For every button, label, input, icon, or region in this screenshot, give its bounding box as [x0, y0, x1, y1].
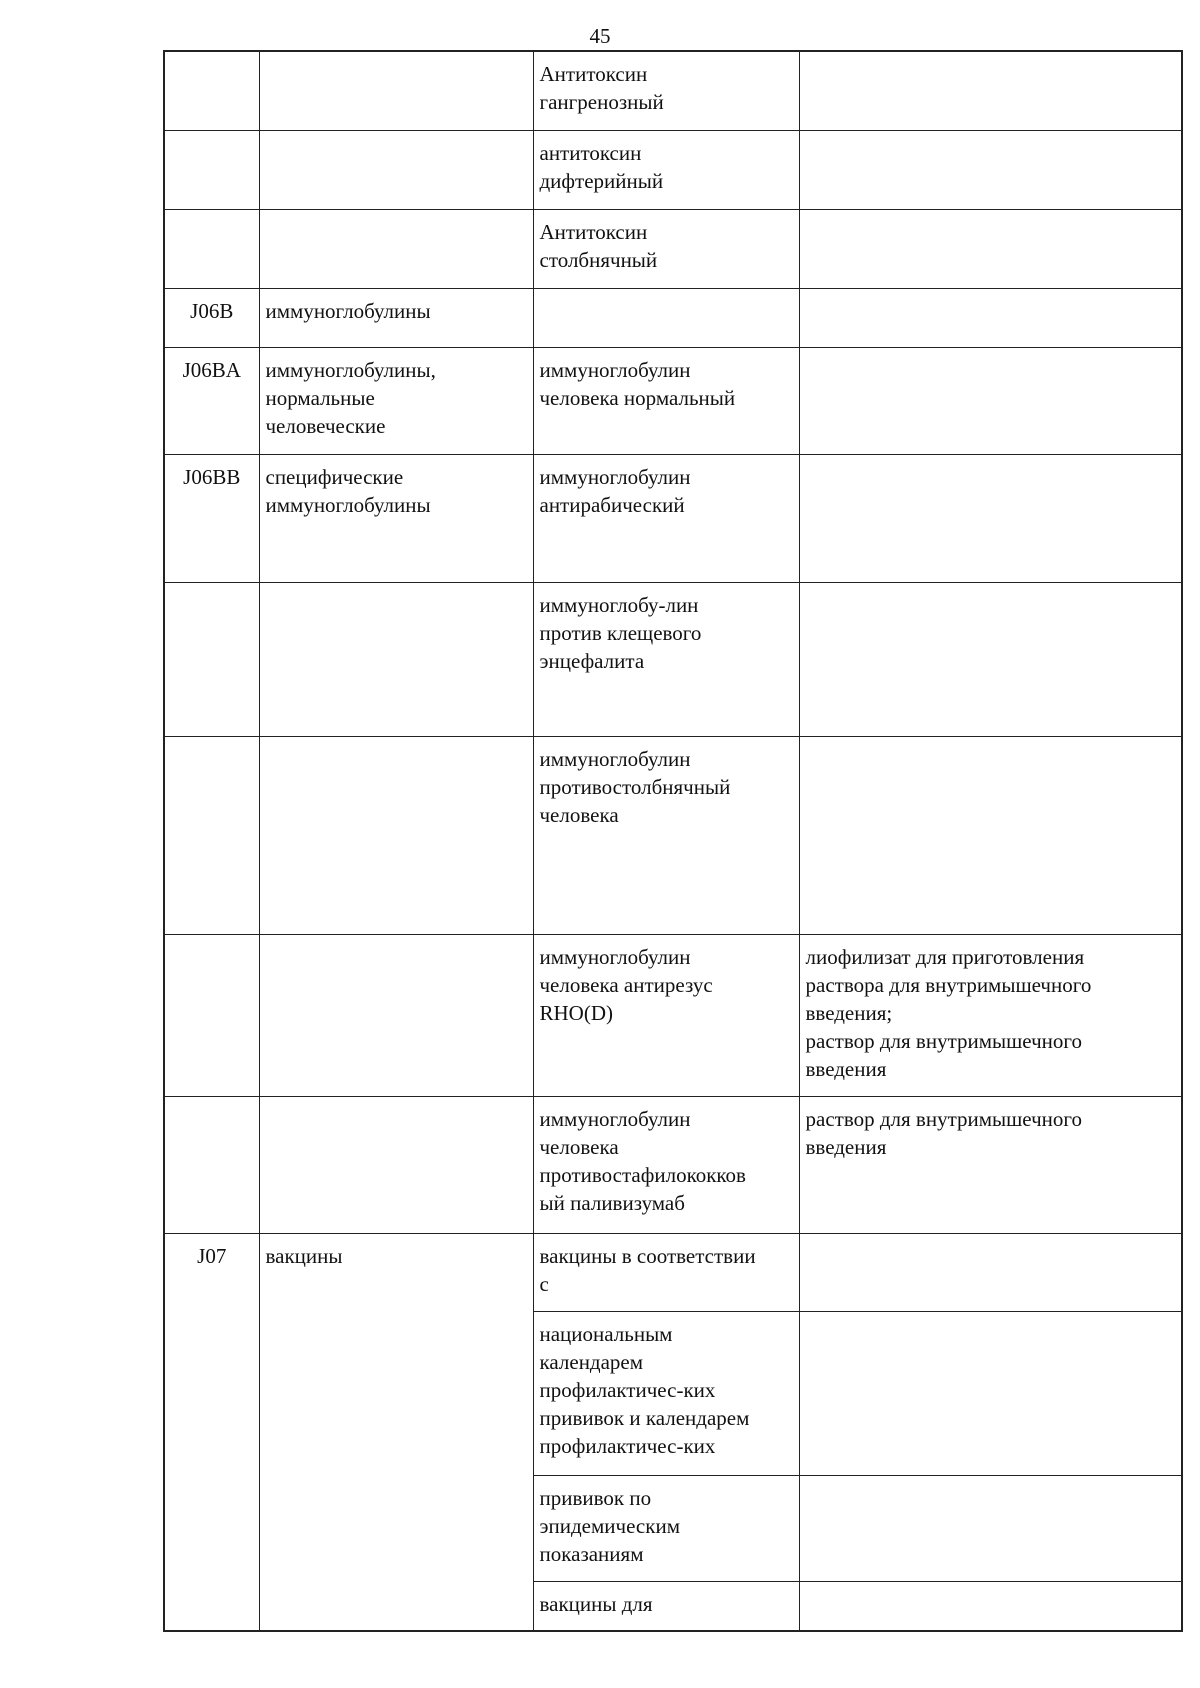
atc-code-cell: J06BA — [164, 347, 259, 454]
dosage-form-cell — [799, 736, 1182, 934]
atc-code-cell — [164, 736, 259, 934]
group-name-cell — [259, 934, 533, 1096]
drug-name-cell: иммуноглобулин человека антирезус RHO(D) — [533, 934, 799, 1096]
drug-name-cell — [533, 288, 799, 347]
dosage-form-cell — [799, 209, 1182, 288]
atc-code-cell — [164, 934, 259, 1096]
dosage-form-cell — [799, 1475, 1182, 1581]
drug-name-cell: национальным календарем профилактичес-ких прививок и календарем профилактичес-ких — [533, 1311, 799, 1475]
table-row — [164, 130, 1182, 209]
table-row — [164, 51, 1182, 130]
drug-table — [163, 50, 1183, 1632]
group-name-cell: иммуноглобулины — [259, 288, 533, 347]
group-name-cell: иммуноглобулины, нормальные человеческие — [259, 347, 533, 454]
page-number: 45 — [589, 24, 611, 48]
table-row — [164, 454, 1182, 582]
group-name-cell: специфические иммуноглобулины — [259, 454, 533, 582]
drug-name-cell: вакцины для — [533, 1581, 799, 1631]
group-name-cell — [259, 736, 533, 934]
dosage-form-cell: лиофилизат для приготовления раствора для внутримышечного введения; раствор для внутримышечного введения — [799, 934, 1182, 1096]
dosage-form-cell: раствор для внутримышечного введения — [799, 1096, 1182, 1233]
dosage-form-cell — [799, 582, 1182, 736]
dosage-form-cell — [799, 288, 1182, 347]
drug-name-cell: иммуноглобулин человека противостафилококков ый паливизумаб — [533, 1096, 799, 1233]
group-name-cell — [259, 582, 533, 736]
group-name-cell: вакцины — [259, 1233, 533, 1631]
dosage-form-cell — [799, 1311, 1182, 1475]
drug-name-cell: вакцины в соответствии с — [533, 1233, 799, 1311]
drug-name-cell: антитоксин дифтерийный — [533, 130, 799, 209]
atc-code-cell — [164, 51, 259, 130]
drug-name-cell: Антитоксин столбнячный — [533, 209, 799, 288]
dosage-form-cell — [799, 347, 1182, 454]
dosage-form-cell — [799, 130, 1182, 209]
drug-name-cell: иммуноглобулин человека нормальный — [533, 347, 799, 454]
group-name-cell — [259, 51, 533, 130]
table-row — [164, 347, 1182, 454]
dosage-form-cell — [799, 1233, 1182, 1311]
atc-code-cell — [164, 582, 259, 736]
table-row — [164, 582, 1182, 736]
drug-name-cell: Антитоксин гангренозный — [533, 51, 799, 130]
dosage-form-cell — [799, 51, 1182, 130]
drug-name-cell: иммуноглобулин противостолбнячный человека — [533, 736, 799, 934]
drug-name-cell: иммуноглобу-лин против клещевого энцефалита — [533, 582, 799, 736]
dosage-form-cell — [799, 1581, 1182, 1631]
table-row — [164, 736, 1182, 934]
atc-code-cell — [164, 130, 259, 209]
drug-name-cell: прививок по эпидемическим показаниям — [533, 1475, 799, 1581]
table-row — [164, 1096, 1182, 1233]
atc-code-cell — [164, 209, 259, 288]
table-row — [164, 288, 1182, 347]
group-name-cell — [259, 1096, 533, 1233]
table-row — [164, 934, 1182, 1096]
dosage-form-cell — [799, 454, 1182, 582]
table-row — [164, 209, 1182, 288]
atc-code-cell: J06B — [164, 288, 259, 347]
atc-code-cell — [164, 1096, 259, 1233]
group-name-cell — [259, 209, 533, 288]
table-row — [164, 1233, 1182, 1311]
atc-code-cell: J07 — [164, 1233, 259, 1631]
drug-name-cell: иммуноглобулин антирабический — [533, 454, 799, 582]
group-name-cell — [259, 130, 533, 209]
atc-code-cell: J06BB — [164, 454, 259, 582]
